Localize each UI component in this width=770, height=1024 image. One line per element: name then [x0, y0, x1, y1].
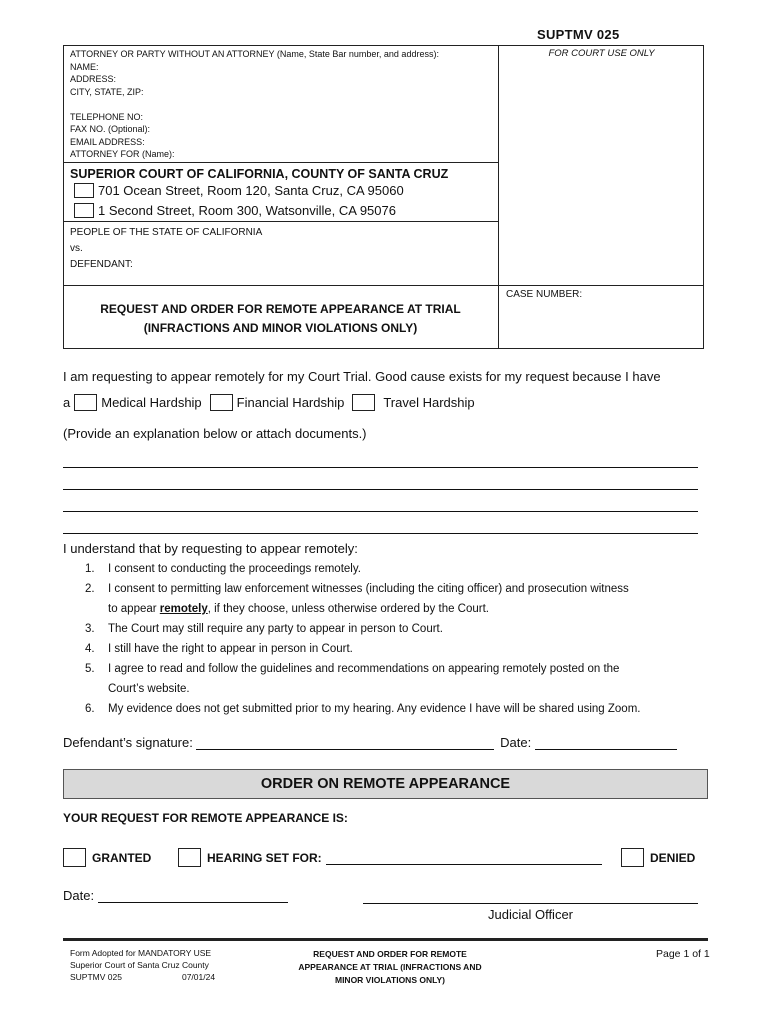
judicial-officer-signature-line[interactable]: [363, 903, 698, 904]
understand-intro: I understand that by requesting to appear remotely:: [63, 541, 358, 556]
hearing-option[interactable]: [178, 848, 602, 867]
item-number: 4.: [85, 643, 95, 655]
caption-divider: [498, 45, 499, 349]
order-date-label: Date:: [63, 888, 95, 903]
order-subheading: YOUR REQUEST FOR REMOTE APPEARANCE IS:: [63, 811, 348, 825]
medical-hardship-label: Medical Hardship: [101, 395, 202, 410]
order-heading: ORDER ON REMOTE APPEARANCE: [63, 769, 708, 799]
location-label: 1 Second Street, Room 300, Watsonville, CA 95076: [98, 203, 396, 218]
footer-rule: [63, 938, 708, 941]
explanation-line[interactable]: [63, 467, 698, 468]
denied-label: DENIED: [650, 850, 696, 865]
location-option-watsonville[interactable]: [74, 203, 396, 218]
location-option-santa-cruz[interactable]: [74, 183, 404, 198]
caption-rule-2: [63, 221, 498, 222]
footer-adopted: Form Adopted for MANDATORY USE: [70, 948, 212, 958]
item-text-line-2-end: , if they choose, unless otherwise ordered by the Court.: [207, 603, 489, 615]
item-text: I consent to conducting the proceedings remotely.: [108, 563, 361, 575]
item-text: [108, 659, 619, 699]
explanation-line[interactable]: [63, 511, 698, 512]
email-field[interactable]: EMAIL ADDRESS:: [70, 136, 145, 147]
financial-hardship-label: Financial Hardship: [236, 395, 345, 410]
list-item: [85, 619, 705, 639]
court-name: SUPERIOR COURT OF CALIFORNIA, COUNTY OF SANTA CRUZ: [70, 167, 449, 181]
hardship-options: [63, 394, 475, 411]
footer-form-info: [70, 947, 215, 983]
judicial-officer-label: Judicial Officer: [487, 907, 573, 922]
signature-date-label: Date:: [500, 735, 532, 750]
list-item: [85, 559, 705, 579]
attorney-city-field[interactable]: CITY, STATE, ZIP:: [70, 86, 144, 97]
order-date-row: [63, 888, 288, 903]
explanation-line[interactable]: [63, 489, 698, 490]
medical-hardship-checkbox[interactable]: [74, 394, 97, 411]
footer-title: [285, 948, 495, 987]
signature-label: Defendant’s signature:: [63, 735, 193, 750]
document-title-line-1: REQUEST AND ORDER FOR REMOTE APPEARANCE AT TRIAL: [100, 302, 461, 316]
footer-form-id: [70, 971, 215, 983]
telephone-field[interactable]: TELEPHONE NO:: [70, 111, 144, 122]
signature-line[interactable]: [196, 736, 494, 750]
footer-title-line-2: APPEARANCE AT TRIAL (INFRACTIONS AND: [298, 962, 482, 972]
page-number: Page 1 of 1: [656, 948, 710, 960]
location-label: 701 Ocean Street, Room 120, Santa Cruz, CA 95060: [98, 183, 404, 198]
denied-checkbox[interactable]: [621, 848, 644, 867]
list-item: [85, 699, 705, 719]
travel-hardship-label: Travel Hardship: [383, 395, 475, 410]
item-text: The Court may still require any party to appear in person to Court.: [108, 623, 443, 635]
item-text-line-1: I consent to permitting law enforcement witnesses (including the citing officer) and prosecution witness: [108, 583, 629, 595]
form-number: SUPTMV 025: [537, 27, 620, 42]
footer-form-date: 07/01/24: [181, 972, 216, 982]
denied-option[interactable]: [621, 848, 695, 867]
order-date-line[interactable]: [98, 889, 288, 903]
item-text-line-1: I agree to read and follow the guidelines and recommendations on appearing remotely posted on the: [108, 663, 620, 675]
list-item: [85, 579, 705, 619]
fax-field[interactable]: FAX NO. (Optional):: [70, 124, 151, 134]
explanation-line[interactable]: [63, 533, 698, 534]
granted-option[interactable]: [63, 848, 151, 867]
emphasized-word: remotely: [159, 603, 208, 615]
hearing-checkbox[interactable]: [178, 848, 201, 867]
list-item: [85, 659, 705, 699]
caption-rule-3: [63, 285, 704, 286]
court-use-label: FOR COURT USE ONLY: [548, 48, 655, 59]
granted-label: GRANTED: [92, 850, 152, 865]
item-number: 1.: [85, 563, 95, 575]
vs-label: vs.: [70, 243, 83, 254]
granted-checkbox[interactable]: [63, 848, 86, 867]
location-checkbox[interactable]: [74, 183, 94, 198]
list-item: [85, 639, 705, 659]
attorney-block: [70, 48, 439, 161]
document-title: [63, 300, 498, 338]
location-checkbox[interactable]: [74, 203, 94, 218]
item-number: 5.: [85, 663, 95, 675]
document-title-line-2: (INFRACTIONS AND MINOR VIOLATIONS ONLY): [143, 321, 418, 335]
parties-block: [70, 225, 262, 273]
item-text: I still have the right to appear in person in Court.: [108, 643, 353, 655]
signature-date-line[interactable]: [535, 736, 677, 750]
footer-court: Superior Court of Santa Cruz County: [70, 960, 209, 970]
plaintiff-label: PEOPLE OF THE STATE OF CALIFORNIA: [70, 227, 263, 238]
request-intro: I am requesting to appear remotely for my Court Trial. Good cause exists for my request because I have: [63, 369, 661, 384]
item-number: 2.: [85, 583, 95, 595]
explain-note: (Provide an explanation below or attach documents.): [63, 426, 367, 441]
financial-hardship-checkbox[interactable]: [210, 394, 233, 411]
attorney-heading: ATTORNEY OR PARTY WITHOUT AN ATTORNEY (Name, State Bar number, and address):: [70, 49, 439, 59]
terms-list: [85, 559, 705, 719]
defendant-field[interactable]: DEFENDANT:: [70, 259, 133, 270]
signature-row: [63, 735, 677, 750]
item-number: 6.: [85, 703, 95, 715]
attorney-name-field[interactable]: NAME:: [70, 61, 99, 72]
case-number-field[interactable]: CASE NUMBER:: [506, 289, 583, 300]
travel-hardship-checkbox[interactable]: [352, 394, 375, 411]
item-number: 3.: [85, 623, 95, 635]
hardship-prefix: a: [63, 395, 71, 410]
item-text: [108, 579, 629, 619]
item-text: My evidence does not get submitted prior to my hearing. Any evidence I have will be shared using Zoom.: [108, 703, 641, 715]
attorney-address-field[interactable]: ADDRESS:: [70, 74, 117, 84]
hearing-date-line[interactable]: [326, 851, 602, 865]
item-text-line-2: Court’s website.: [108, 683, 190, 695]
hearing-label: HEARING SET FOR:: [207, 850, 322, 865]
caption-rule-1: [63, 162, 498, 163]
item-text-line-2-start: to appear: [108, 603, 160, 615]
footer-title-line-1: REQUEST AND ORDER FOR REMOTE: [313, 949, 467, 959]
footer-title-line-3: MINOR VIOLATIONS ONLY): [334, 975, 446, 985]
footer-form-number: SUPTMV 025: [70, 972, 122, 982]
attorney-for-field[interactable]: ATTORNEY FOR (Name):: [70, 149, 175, 159]
